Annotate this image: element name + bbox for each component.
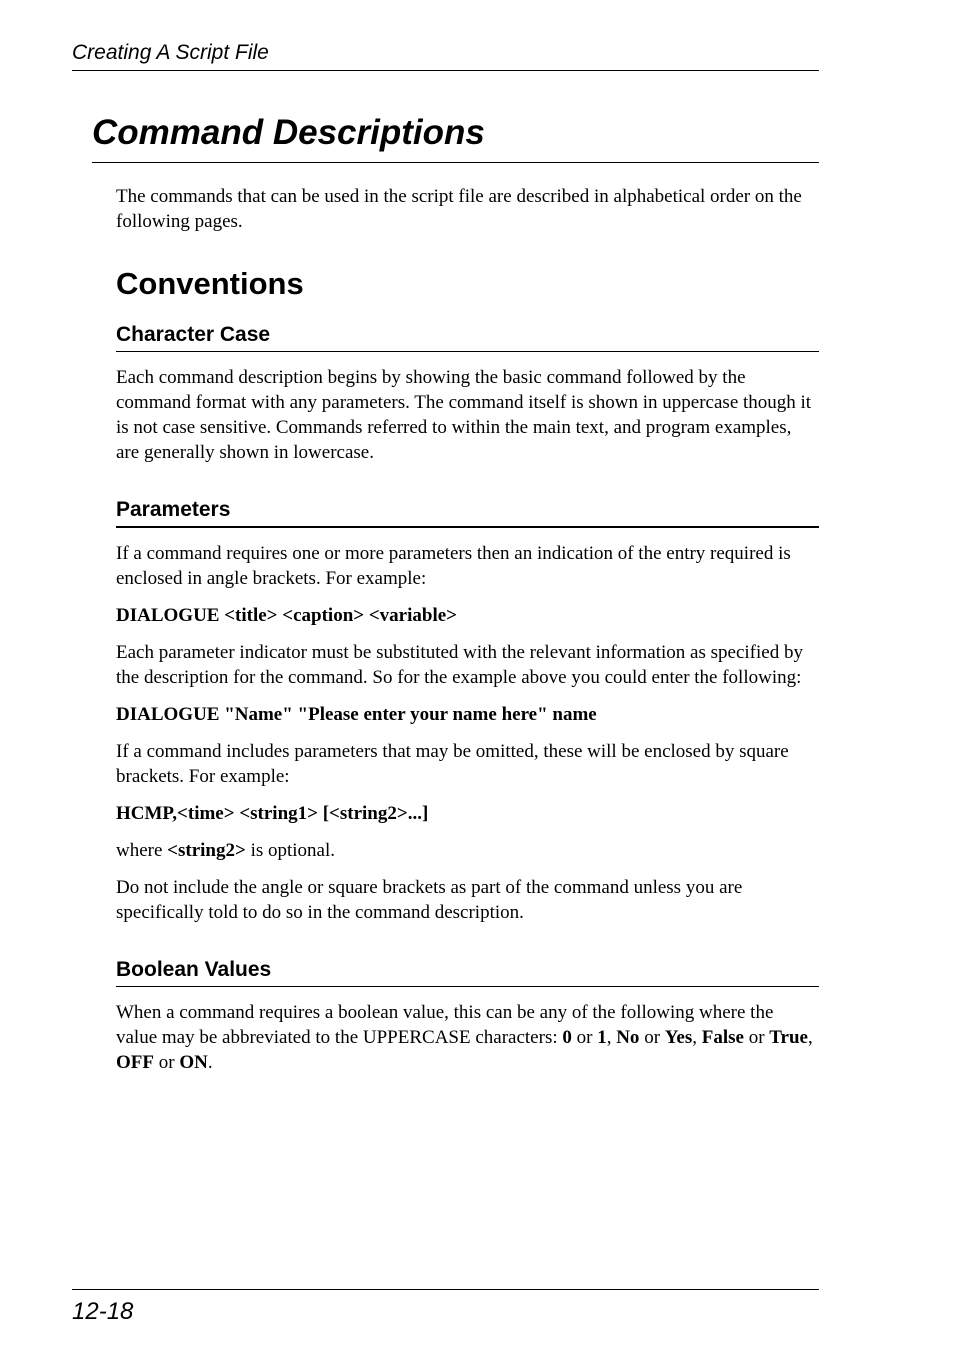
command-example-dialogue-filled: DIALOGUE "Name" "Please enter your name here" name xyxy=(116,704,597,725)
boolean-value: ON xyxy=(179,1052,208,1073)
connector: or xyxy=(743,1027,770,1048)
command-example-dialogue: DIALOGUE <title> <caption> <variable> xyxy=(116,605,457,626)
subsection-heading-boolean-values: Boolean Values xyxy=(116,957,819,987)
connector: , xyxy=(692,1027,702,1048)
intro-paragraph: The commands that can be used in the script file are described in alphabetical order on the following pages. xyxy=(116,186,802,232)
subsection-heading-character-case: Character Case xyxy=(116,322,819,352)
boolean-text: When a command requires a boolean value, this can be any of the following where the value may be abbreviated to the UPPERCASE characters: xyxy=(116,1002,774,1048)
running-header: Creating A Script File xyxy=(72,40,819,71)
chapter-title: Command Descriptions xyxy=(92,110,819,163)
optional-note xyxy=(116,838,819,863)
connector: , xyxy=(606,1027,617,1048)
parameters-paragraph-2: Each parameter indicator must be substituted with the relevant information as specified by the description for the command. So for the example above you could enter the following: xyxy=(116,642,803,688)
section-title-conventions: Conventions xyxy=(116,266,304,301)
boolean-value: OFF xyxy=(116,1052,154,1073)
parameters-paragraph-1: If a command requires one or more parameters then an indication of the entry required is enclosed in angle brackets. For example: xyxy=(116,543,791,589)
boolean-value: 1 xyxy=(597,1027,607,1048)
optional-note-suffix: is optional. xyxy=(245,840,336,861)
parameters-paragraph-3: If a command includes parameters that may be omitted, these will be enclosed by square brackets. For example: xyxy=(116,741,789,787)
boolean-value: Yes xyxy=(664,1027,693,1048)
optional-parameter: <string2> xyxy=(167,840,246,861)
subsection-heading-parameters: Parameters xyxy=(116,497,819,528)
boolean-value: True xyxy=(769,1027,808,1048)
connector: or xyxy=(571,1027,598,1048)
optional-note-prefix: where xyxy=(116,840,168,861)
page-footer xyxy=(72,1289,819,1326)
connector: or xyxy=(154,1052,180,1073)
boolean-value: No xyxy=(616,1027,640,1048)
character-case-paragraph: Each command description begins by showing the basic command followed by the command format with any parameters. The command itself is shown in uppercase though it is not case sensitive. Commands referred to within the main text, and program examples, are generally shown in lowercase. xyxy=(116,367,812,463)
page-number: 12-18 xyxy=(72,1298,134,1325)
boolean-value: 0 xyxy=(562,1027,572,1048)
boolean-values-paragraph xyxy=(116,1000,819,1075)
parameters-paragraph-4: Do not include the angle or square brackets as part of the command unless you are specifically told to do so in the command description. xyxy=(116,877,743,923)
connector: . xyxy=(207,1052,213,1073)
page-content xyxy=(116,184,819,1087)
connector: or xyxy=(639,1027,665,1048)
connector: , xyxy=(807,1027,813,1048)
boolean-value: False xyxy=(701,1027,744,1048)
command-example-hcmp: HCMP,<time> <string1> [<string2>...] xyxy=(116,803,429,824)
